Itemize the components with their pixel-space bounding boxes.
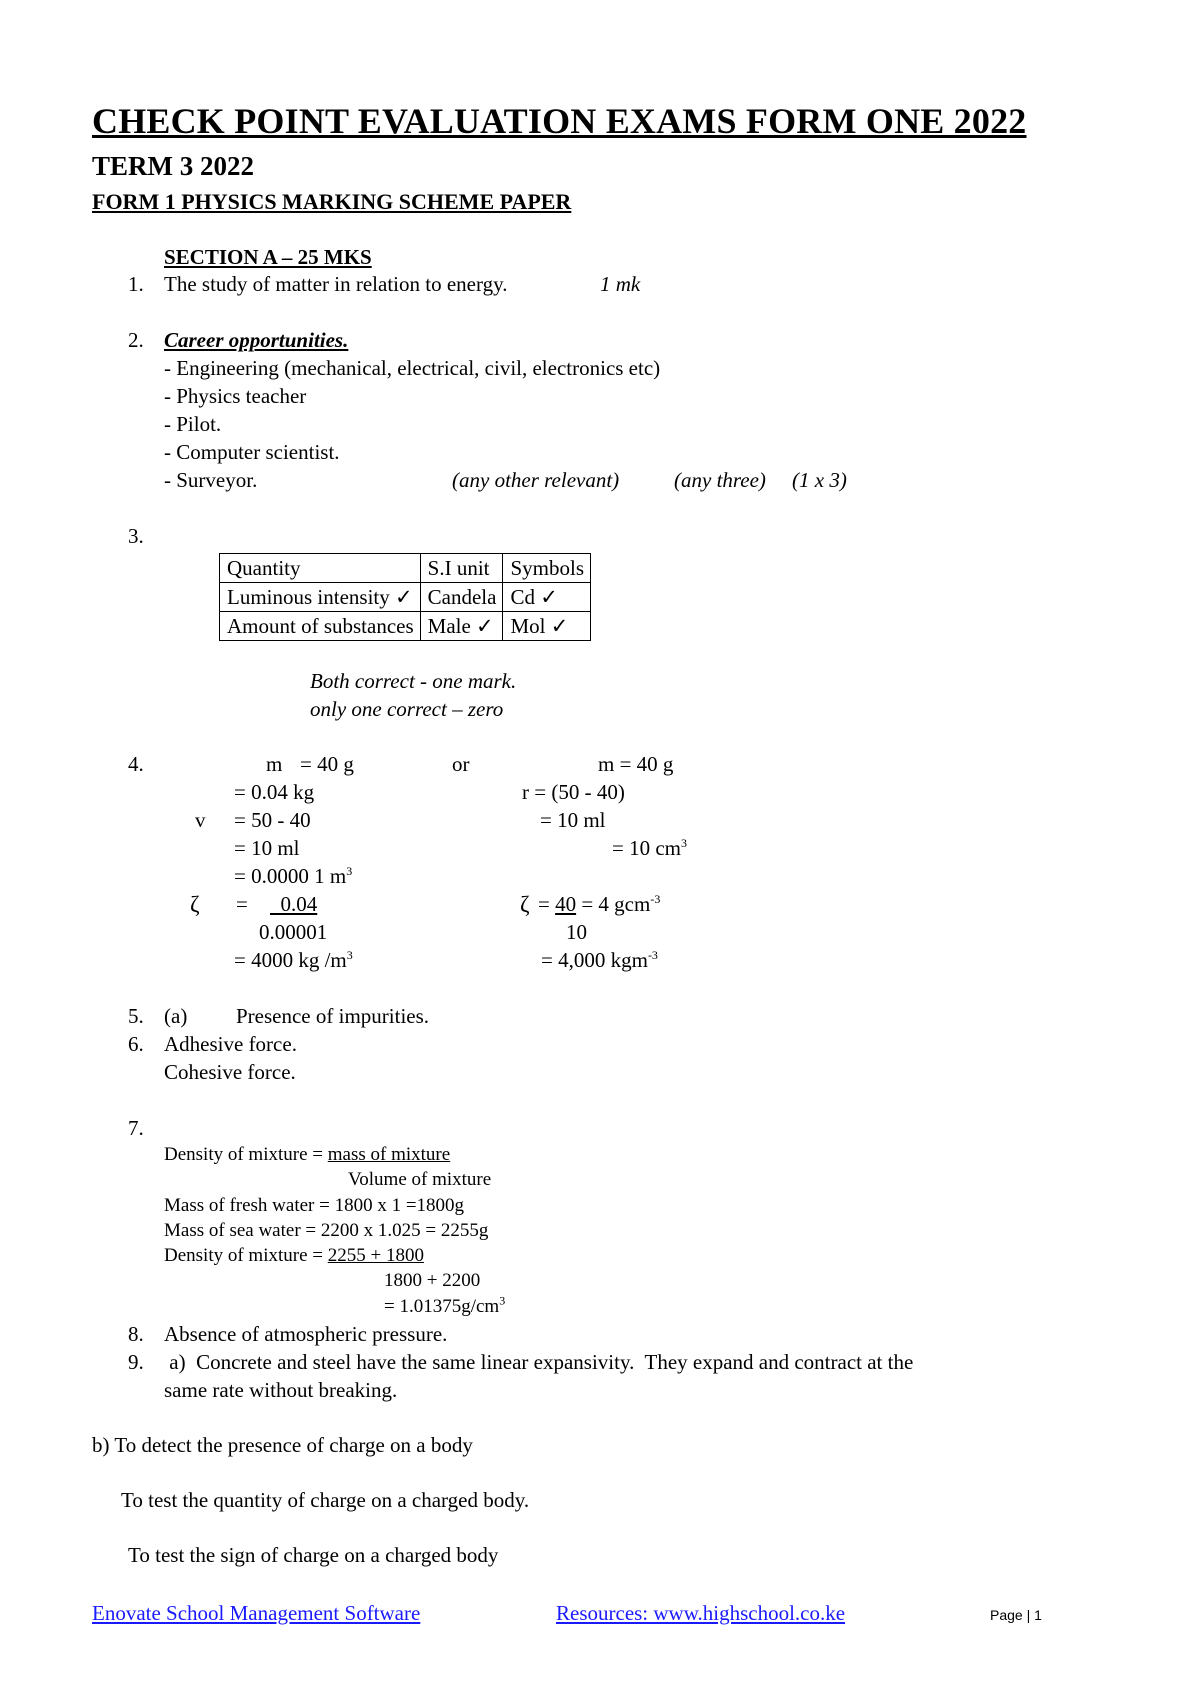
q9-answer: same rate without breaking.	[164, 1378, 398, 1402]
q4-alt-mass: m = 40 g	[598, 752, 674, 776]
q4-volume-si-text: = 0.0000 1 m	[234, 864, 347, 888]
q7-denominator: 1800 + 2200	[384, 1270, 481, 1291]
part-b-answer: To test the sign of charge on a charged body	[128, 1543, 499, 1567]
q7-text: Density of mixture =	[164, 1245, 328, 1266]
table-header-cell: S.I unit	[420, 554, 503, 583]
exponent: 3	[681, 836, 687, 850]
q3-number: 3.	[128, 524, 144, 548]
part-b-answer: b) To detect the presence of charge on a body	[92, 1433, 473, 1457]
q1-mark: 1 mk	[600, 272, 641, 296]
exponent: -3	[647, 948, 658, 962]
q2-note: (any other relevant)	[452, 468, 620, 492]
q2-note: (1 x 3)	[792, 468, 847, 492]
q4-alt-density-result-text: = 4,000 kgm	[541, 948, 648, 972]
si-units-table	[219, 553, 591, 641]
table-cell: Male ✓	[420, 612, 503, 641]
q7-line	[164, 1245, 424, 1267]
q7-line: Mass of fresh water = 1800 x 1 =1800g	[164, 1195, 465, 1216]
exponent: 3	[346, 864, 353, 878]
q7-text: Density of mixture =	[164, 1144, 328, 1165]
table-cell: Cd ✓	[503, 583, 591, 612]
q5-part: (a)	[164, 1004, 188, 1028]
q7-numerator: mass of mixture	[327, 1144, 451, 1165]
q2-heading: Career opportunities.	[164, 328, 349, 352]
q4-alt-volume-cm-text: = 10 cm	[612, 836, 681, 860]
q6-answer: Adhesive force.	[164, 1032, 297, 1056]
q4-density-equals: =	[236, 892, 248, 916]
q4-alt-volume-cm	[612, 836, 687, 861]
q7-result-text: = 1.01375g/cm	[384, 1296, 500, 1317]
q4-alt-denominator: 10	[566, 920, 587, 944]
density-symbol: ζ	[190, 892, 200, 917]
q4-volume-si	[234, 864, 352, 889]
q2-item: - Physics teacher	[164, 384, 307, 408]
q4-volume-label: v	[195, 808, 206, 832]
q8-number: 8.	[128, 1322, 144, 1346]
q4-density-denominator: 0.00001	[259, 920, 328, 944]
q2-item: - Computer scientist.	[164, 440, 340, 464]
q9-answer: a) Concrete and steel have the same linear expansivity. They expand and contract at the	[164, 1350, 914, 1374]
q1-answer: The study of matter in relation to energy.	[164, 272, 508, 296]
q4-alt-density-line	[538, 892, 660, 917]
q7-line	[164, 1144, 450, 1166]
table-cell: Luminous intensity ✓	[220, 583, 421, 612]
q1-number: 1.	[128, 272, 144, 296]
exponent: 3	[499, 1293, 506, 1308]
q4-alt-volume: = 10 ml	[540, 808, 606, 832]
q4-density-numerator-text: 0.04	[280, 892, 318, 916]
q4-or: or	[452, 752, 470, 776]
q5-number: 5.	[128, 1004, 144, 1028]
q4-mass-kg: = 0.04 kg	[234, 780, 315, 804]
q2-note: (any three)	[674, 468, 766, 492]
page-number: Page | 1	[990, 1607, 1042, 1623]
q8-answer: Absence of atmospheric pressure.	[164, 1322, 448, 1346]
q2-item: - Engineering (mechanical, electrical, civil, electronics etc)	[164, 356, 661, 380]
q3-note: only one correct – zero	[310, 697, 504, 721]
q6-answer: Cohesive force.	[164, 1060, 296, 1084]
table-header-cell: Symbols	[503, 554, 591, 583]
exponent: 3	[346, 948, 353, 962]
q4-alt-volume: r = (50 - 40)	[522, 780, 625, 804]
table-row	[220, 583, 591, 612]
part-b-answer: To test the quantity of charge on a charged body.	[121, 1488, 530, 1512]
q4-alt-equals: =	[538, 892, 550, 916]
table-cell: Mol ✓	[503, 612, 591, 641]
document-title: CHECK POINT EVALUATION EXAMS FORM ONE 2022	[92, 101, 1027, 141]
q7-denominator: Volume of mixture	[348, 1169, 492, 1190]
q9-number: 9.	[128, 1350, 144, 1374]
q6-number: 6.	[128, 1032, 144, 1056]
q4-density-result	[234, 948, 353, 973]
table-cell: Candela	[420, 583, 503, 612]
table-cell: Amount of substances	[220, 612, 421, 641]
document-subtitle: FORM 1 PHYSICS MARKING SCHEME PAPER	[92, 189, 572, 214]
exponent: -3	[650, 892, 661, 906]
q4-volume-line: = 50 - 40	[234, 808, 311, 832]
q4-density-result-text: = 4000 kg /m	[234, 948, 347, 972]
q2-number: 2.	[128, 328, 144, 352]
q4-alt-density-result	[541, 948, 658, 973]
q4-mass-label: m	[266, 752, 283, 776]
q2-item: - Surveyor.	[164, 468, 258, 492]
table-header-row	[220, 554, 591, 583]
section-a-heading: SECTION A – 25 MKS	[164, 245, 372, 269]
table-row	[220, 612, 591, 641]
q4-density-numerator	[270, 892, 317, 917]
q7-numerator: 2255 + 1800	[327, 1245, 424, 1266]
q7-result	[384, 1293, 506, 1318]
q4-alt-numerator: 40	[555, 892, 577, 916]
q4-mass-value: = 40 g	[300, 752, 354, 776]
q7-line: Mass of sea water = 2200 x 1.025 = 2255g	[164, 1220, 489, 1241]
q4-alt-density-value: = 4 gcm	[581, 892, 651, 916]
q7-number: 7.	[128, 1116, 144, 1140]
q4-number: 4.	[128, 752, 144, 776]
footer-software-link[interactable]: Enovate School Management Software	[92, 1601, 421, 1625]
q5-answer: Presence of impurities.	[236, 1004, 430, 1028]
q3-note: Both correct - one mark.	[310, 669, 517, 693]
density-symbol: ζ	[520, 892, 530, 917]
q2-item: - Pilot.	[164, 412, 222, 436]
footer-resources-link[interactable]: Resources: www.highschool.co.ke	[556, 1601, 846, 1625]
q4-volume-line: = 10 ml	[234, 836, 300, 860]
term-label: TERM 3 2022	[92, 151, 254, 181]
table-header-cell: Quantity	[220, 554, 421, 583]
